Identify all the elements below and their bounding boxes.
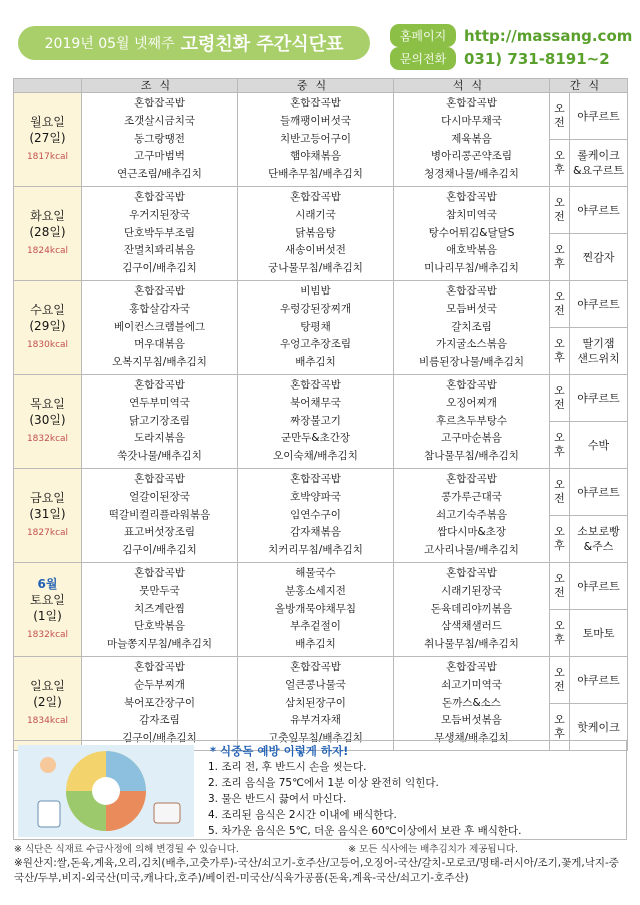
lunch-cell: [238, 375, 394, 469]
pm-label: [550, 234, 570, 281]
pm-text: 오: [554, 337, 565, 350]
pm-text: 후: [554, 633, 565, 646]
menu-item: 혼합잡곡밥: [446, 566, 497, 579]
day-month: 6월: [37, 577, 58, 591]
origin-statement: ※원산지:쌀,돈육,계육,오리,김치(배추,고춧가루)-국산/쇠고기-호주산/고등어,오징어-국산/갈치-모로코/명태-러시아/조기,꽃게,낙지-중국산/두부,비지-외국산(미국,캐나다,호주)/베이컨-미국산/식육가공품(돈육,계육-국산/쇠고기-호주산): [14, 857, 619, 884]
menu-item: 혼합잡곡밥: [290, 378, 341, 391]
dinner-cell: [394, 93, 550, 187]
day-cell: [14, 469, 82, 563]
pm-snack-line: &요구르트: [572, 164, 625, 177]
menu-item: 삼색채샐러드: [441, 620, 502, 633]
day-date: (30일): [29, 413, 66, 427]
day-row: [14, 375, 628, 422]
am-text: 오: [554, 196, 565, 209]
menu-item: 혼합잡곡밥: [134, 566, 185, 579]
menu-item: 혼합잡곡밥: [446, 378, 497, 391]
menu-item: 참나물무침/배추김치: [424, 450, 519, 463]
menu-item: 제육볶음: [451, 132, 492, 145]
dinner-cell: [394, 375, 550, 469]
menu-item: 잔멸치꽈리볶음: [123, 244, 195, 257]
day-kcal: 1827kcal: [26, 528, 69, 538]
tip-item: 4. 조리된 음식은 2시간 이내에 배식한다.: [208, 809, 397, 821]
am-label: [550, 281, 570, 328]
am-label: [550, 187, 570, 234]
am-text: 전: [554, 210, 565, 223]
day-date: (31일): [29, 507, 66, 521]
menu-item: 닭고기장조림: [129, 414, 190, 427]
menu-item: 모듬버섯볶음: [441, 714, 502, 727]
day-name: 화요일: [30, 209, 65, 223]
pm-label: [550, 328, 570, 375]
menu-item: 후르츠두부탕수: [435, 414, 507, 427]
day-row: [14, 563, 628, 610]
tip-item: 5. 차가운 음식은 5℃, 더운 음식은 60℃이상에서 보관 후 배식한다.: [208, 825, 522, 837]
day-name: 일요일: [30, 679, 65, 693]
day-kcal: 1824kcal: [26, 246, 69, 256]
page-title: [18, 26, 370, 60]
day-row: [14, 187, 628, 234]
am-text: 오: [554, 478, 565, 491]
pm-text: 오: [554, 431, 565, 444]
menu-item: 혼합잡곡밥: [290, 660, 341, 673]
day-cell: [14, 657, 82, 751]
menu-item: 미나리무침/배추김치: [424, 262, 519, 275]
menu-item: 혼합잡곡밥: [134, 96, 185, 109]
pm-snack-line: 샌드위치: [577, 352, 620, 365]
menu-item: 오복지무침/배추김치: [112, 356, 207, 369]
menu-item: 김구이/배추김치: [122, 544, 197, 557]
menu-item: 애호박볶음: [446, 244, 497, 257]
day-date: (28일): [29, 225, 66, 239]
menu-item: 고구마순볶음: [441, 432, 502, 445]
header-snack: 간식: [550, 79, 628, 93]
am-text: 전: [554, 304, 565, 317]
menu-item: 고춧잎무침/배추김치: [268, 732, 363, 745]
pm-snack-line: 토마토: [582, 626, 615, 640]
day-name: 수요일: [30, 303, 65, 317]
menu-item: 혼합잡곡밥: [134, 284, 185, 297]
pm-text: 후: [554, 445, 565, 458]
menu-item: 다시마무채국: [441, 114, 502, 127]
day-cell: [14, 375, 82, 469]
am-snack: 야쿠르트: [570, 93, 628, 140]
menu-item: 김구이/배추김치: [122, 732, 197, 745]
header-lunch: 중식: [238, 79, 394, 93]
menu-item: 혼합잡곡밥: [446, 284, 497, 297]
menu-item: 혼합잡곡밥: [446, 660, 497, 673]
breakfast-cell: [82, 187, 238, 281]
menu-item: 김구이/배추김치: [122, 262, 197, 275]
menu-item: 배추김치: [295, 356, 336, 369]
menu-item: 혼합잡곡밥: [446, 472, 497, 485]
dinner-cell: [394, 187, 550, 281]
menu-item: 연두부미역국: [129, 396, 190, 409]
day-cell: [14, 187, 82, 281]
menu-item: 군만두&초간장: [280, 432, 351, 445]
pm-snack: [570, 610, 628, 657]
menu-item: 혼합잡곡밥: [134, 190, 185, 203]
day-row: [14, 469, 628, 516]
am-snack: 야쿠르트: [570, 375, 628, 422]
pm-snack-line: 수박: [587, 438, 610, 452]
lunch-cell: [238, 93, 394, 187]
am-text: 전: [554, 492, 565, 505]
menu-item: 단호박두부조림: [123, 226, 195, 239]
am-text: 오: [554, 102, 565, 115]
menu-item: 청경채나물/배추김치: [424, 168, 519, 181]
menu-item: 탕수어튀김&달달S: [428, 226, 515, 239]
pm-snack: [570, 140, 628, 187]
menu-item: 혼합잡곡밥: [134, 378, 185, 391]
am-text: 전: [554, 680, 565, 693]
pm-text: 후: [554, 727, 565, 740]
day-kcal: 1830kcal: [26, 340, 69, 350]
menu-item: 우렁강된장찌개: [279, 302, 351, 315]
breakfast-cell: [82, 281, 238, 375]
am-text: 전: [554, 398, 565, 411]
menu-item: 치커리무침/배추김치: [268, 544, 363, 557]
menu-item: 혼합잡곡밥: [290, 472, 341, 485]
day-name: 목요일: [30, 397, 65, 411]
tip-item: 2. 조리 음식을 75℃에서 1분 이상 완전히 익힌다.: [208, 777, 439, 789]
day-kcal: 1817kcal: [26, 152, 69, 162]
menu-item: 들깨팽이버섯국: [279, 114, 351, 127]
menu-item: 쑥갓나물/배추김치: [117, 450, 202, 463]
homepage-label: 홈페이지: [390, 24, 456, 47]
menu-item: 취나물무침/배추김치: [424, 638, 519, 651]
pm-snack-line: 핫케이크: [577, 720, 620, 734]
pm-text: 오: [554, 525, 565, 538]
menu-item: 뭇만두국: [139, 584, 180, 597]
menu-item: 얼갈이된장국: [129, 490, 190, 503]
am-text: 오: [554, 384, 565, 397]
am-snack: 야쿠르트: [570, 657, 628, 704]
food-safety-box: [13, 740, 627, 840]
pm-text: 오: [554, 619, 565, 632]
menu-item: 참치미역국: [446, 208, 497, 221]
menu-item: 갈치조림: [451, 320, 492, 333]
day-date: (27일): [29, 131, 66, 145]
menu-item: 혼합잡곡밥: [446, 190, 497, 203]
dinner-cell: [394, 281, 550, 375]
menu-item: 마늘쫑지무침/배추김치: [107, 638, 212, 651]
am-snack: 야쿠르트: [570, 281, 628, 328]
lunch-cell: [238, 657, 394, 751]
pm-text: 오: [554, 243, 565, 256]
menu-item: 부추겉절이: [290, 620, 341, 633]
menu-item: 표고버섯장조림: [123, 526, 195, 539]
menu-item: 얼큰콩나물국: [285, 678, 346, 691]
day-cell: [14, 281, 82, 375]
menu-item: 햄야채볶음: [290, 150, 341, 163]
am-snack: 야쿠르트: [570, 469, 628, 516]
menu-item: 유부겨자채: [290, 714, 341, 727]
note-menu-change: ※ 식단은 식재료 수급사정에 의해 변경될 수 있습니다.: [14, 844, 239, 855]
pm-text: 후: [554, 351, 565, 364]
day-name: 월요일: [30, 115, 65, 129]
day-kcal: 1832kcal: [26, 630, 69, 640]
pm-snack-line: 소보로빵: [577, 525, 620, 538]
menu-item: 혼합잡곡밥: [134, 660, 185, 673]
pm-label: [550, 610, 570, 657]
lunch-cell: [238, 187, 394, 281]
pm-label: [550, 140, 570, 187]
dinner-cell: [394, 469, 550, 563]
menu-item: 도라지볶음: [134, 432, 185, 445]
pm-snack-line: 찐감자: [582, 250, 615, 264]
lunch-cell: [238, 281, 394, 375]
menu-item: 단호박볶음: [134, 620, 185, 633]
menu-item: 모듬버섯국: [446, 302, 497, 315]
day-cell: [14, 563, 82, 657]
menu-item: 베이컨스크램블에그: [113, 320, 206, 333]
menu-item: 쇠고기미역국: [441, 678, 502, 691]
menu-item: 시래기된장국: [441, 584, 502, 597]
am-text: 오: [554, 666, 565, 679]
am-label: [550, 375, 570, 422]
menu-item: 감자채볶음: [290, 526, 341, 539]
menu-item: 배추김치: [295, 638, 336, 651]
pm-snack: [570, 422, 628, 469]
menu-item: 돈육데리야끼볶음: [430, 602, 513, 615]
day-row: [14, 657, 628, 704]
breakfast-cell: [82, 93, 238, 187]
menu-item: 감자조림: [139, 714, 180, 727]
day-kcal: 1832kcal: [26, 434, 69, 444]
lunch-cell: [238, 563, 394, 657]
menu-item: 삼치된장구이: [285, 696, 346, 709]
notes-row: [14, 841, 628, 855]
menu-item: 궁나물무침/배추김치: [268, 262, 363, 275]
am-label: [550, 563, 570, 610]
phone-number: 031) 731-8191~2: [464, 49, 610, 68]
header: [0, 0, 640, 74]
am-snack: 야쿠르트: [570, 187, 628, 234]
header-dinner: 석식: [394, 79, 550, 93]
dinner-cell: [394, 657, 550, 751]
menu-item: 치반고등어구이: [279, 132, 351, 145]
menu-item: 동그랑땡전: [134, 132, 185, 145]
pm-text: 후: [554, 539, 565, 552]
menu-item: 우거지된장국: [129, 208, 190, 221]
menu-item: 고사리나물/배추김치: [424, 544, 519, 557]
pm-text: 오: [554, 713, 565, 726]
menu-item: 쌈다시마&초장: [436, 526, 507, 539]
am-label: [550, 469, 570, 516]
breakfast-cell: [82, 469, 238, 563]
menu-item: 혼합잡곡밥: [446, 96, 497, 109]
menu-item: 오징어찌개: [446, 396, 497, 409]
menu-item: 북어채무국: [290, 396, 341, 409]
am-snack: 야쿠르트: [570, 563, 628, 610]
menu-item: 호박양파국: [290, 490, 341, 503]
menu-item: 무생채/배추김치: [434, 732, 509, 745]
phone-label: 문의전화: [390, 47, 456, 70]
day-date: (2일): [33, 695, 62, 709]
menu-item: 고구마범벅: [134, 150, 185, 163]
menu-item: 순두부찌개: [134, 678, 185, 691]
menu-item: 단배추무침/배추김치: [268, 168, 363, 181]
menu-item: 혼합잡곡밥: [134, 472, 185, 485]
breakfast-cell: [82, 657, 238, 751]
menu-item: 비빔밥: [300, 284, 331, 297]
menu-item: 닭볶음탕: [295, 226, 336, 239]
pm-snack: [570, 234, 628, 281]
pm-snack-line: 딸기잼: [582, 337, 615, 350]
food-safety-tips: [208, 759, 522, 839]
pm-text: 후: [554, 257, 565, 270]
menu-item: 해물국수: [295, 566, 336, 579]
tip-item: 1. 조리 전, 후 반드시 손을 씻는다.: [208, 761, 367, 773]
menu-item: 조갯살시금치국: [123, 114, 195, 127]
homepage-link[interactable]: http://massang.com: [464, 26, 633, 45]
title-week: 2019년 05월 넷째주: [44, 36, 175, 52]
phone-row: [390, 47, 610, 70]
menu-item: 가지굴소스볶음: [435, 338, 507, 351]
menu-item: 임연수구이: [290, 508, 341, 521]
pm-label: [550, 422, 570, 469]
menu-item: 쇠고기숙주볶음: [435, 508, 507, 521]
table-header: [14, 79, 628, 93]
day-row: [14, 281, 628, 328]
day-date: (29일): [29, 319, 66, 333]
am-text: 전: [554, 116, 565, 129]
menu-item: 혼합잡곡밥: [290, 96, 341, 109]
am-label: [550, 657, 570, 704]
header-blank: [14, 79, 82, 93]
note-kimchi: ※ 모든 식사에는 배추김치가 제공됩니다.: [348, 844, 518, 855]
pm-snack-line: 롤케이크: [577, 149, 620, 162]
dinner-cell: [394, 563, 550, 657]
menu-item: 콩가루근대국: [441, 490, 502, 503]
tip-item: 3. 물은 반드시 끓여서 마신다.: [208, 793, 347, 805]
day-row: [14, 93, 628, 140]
pm-text: 후: [554, 163, 565, 176]
pm-snack-line: &주스: [583, 540, 614, 553]
pm-text: 오: [554, 149, 565, 162]
day-cell: [14, 93, 82, 187]
menu-item: 돈까스&소스: [442, 696, 501, 709]
menu-item: 연근조림/배추김치: [117, 168, 202, 181]
menu-item: 오이숙채/배추김치: [273, 450, 358, 463]
am-label: [550, 93, 570, 140]
menu-table: [13, 78, 628, 751]
header-breakfast: 조식: [82, 79, 238, 93]
menu-item: 혼합잡곡밥: [290, 190, 341, 203]
menu-item: 새송이버섯전: [285, 244, 346, 257]
menu-item: 시래기국: [295, 208, 336, 221]
am-text: 전: [554, 586, 565, 599]
day-kcal: 1834kcal: [26, 716, 69, 726]
am-text: 오: [554, 290, 565, 303]
title-main: 고령친화 주간식단표: [180, 34, 344, 55]
menu-item: 홍합살감자국: [129, 302, 190, 315]
homepage-row: [390, 24, 632, 47]
menu-item: 탕평채: [300, 320, 331, 333]
pm-label: [550, 516, 570, 563]
day-name: 토요일: [30, 593, 65, 607]
menu-item: 짜장불고기: [290, 414, 341, 427]
pm-snack: [570, 516, 628, 563]
breakfast-cell: [82, 563, 238, 657]
day-name: 금요일: [30, 491, 65, 505]
menu-item: 치즈계란찜: [134, 602, 185, 615]
menu-item: 비름된장나물/배추김치: [419, 356, 524, 369]
menu-item: 머우대볶음: [134, 338, 185, 351]
am-text: 오: [554, 572, 565, 585]
lunch-cell: [238, 469, 394, 563]
menu-item: 분홍소세지전: [285, 584, 346, 597]
day-date: (1일): [33, 609, 62, 623]
menu-item: 병아리콩곤약조림: [430, 150, 513, 163]
menu-item: 떡갈비컬리플라워볶음: [108, 508, 211, 521]
menu-item: 우엉고추장조림: [279, 338, 351, 351]
breakfast-cell: [82, 375, 238, 469]
food-safety-illustration-icon: [18, 745, 194, 837]
menu-item: 북어포간장구이: [123, 696, 195, 709]
pm-snack: [570, 328, 628, 375]
food-safety-title: * 식중독 예방 이렇게 하자!: [210, 744, 349, 758]
menu-item: 올방개묵야채무침: [274, 602, 357, 615]
